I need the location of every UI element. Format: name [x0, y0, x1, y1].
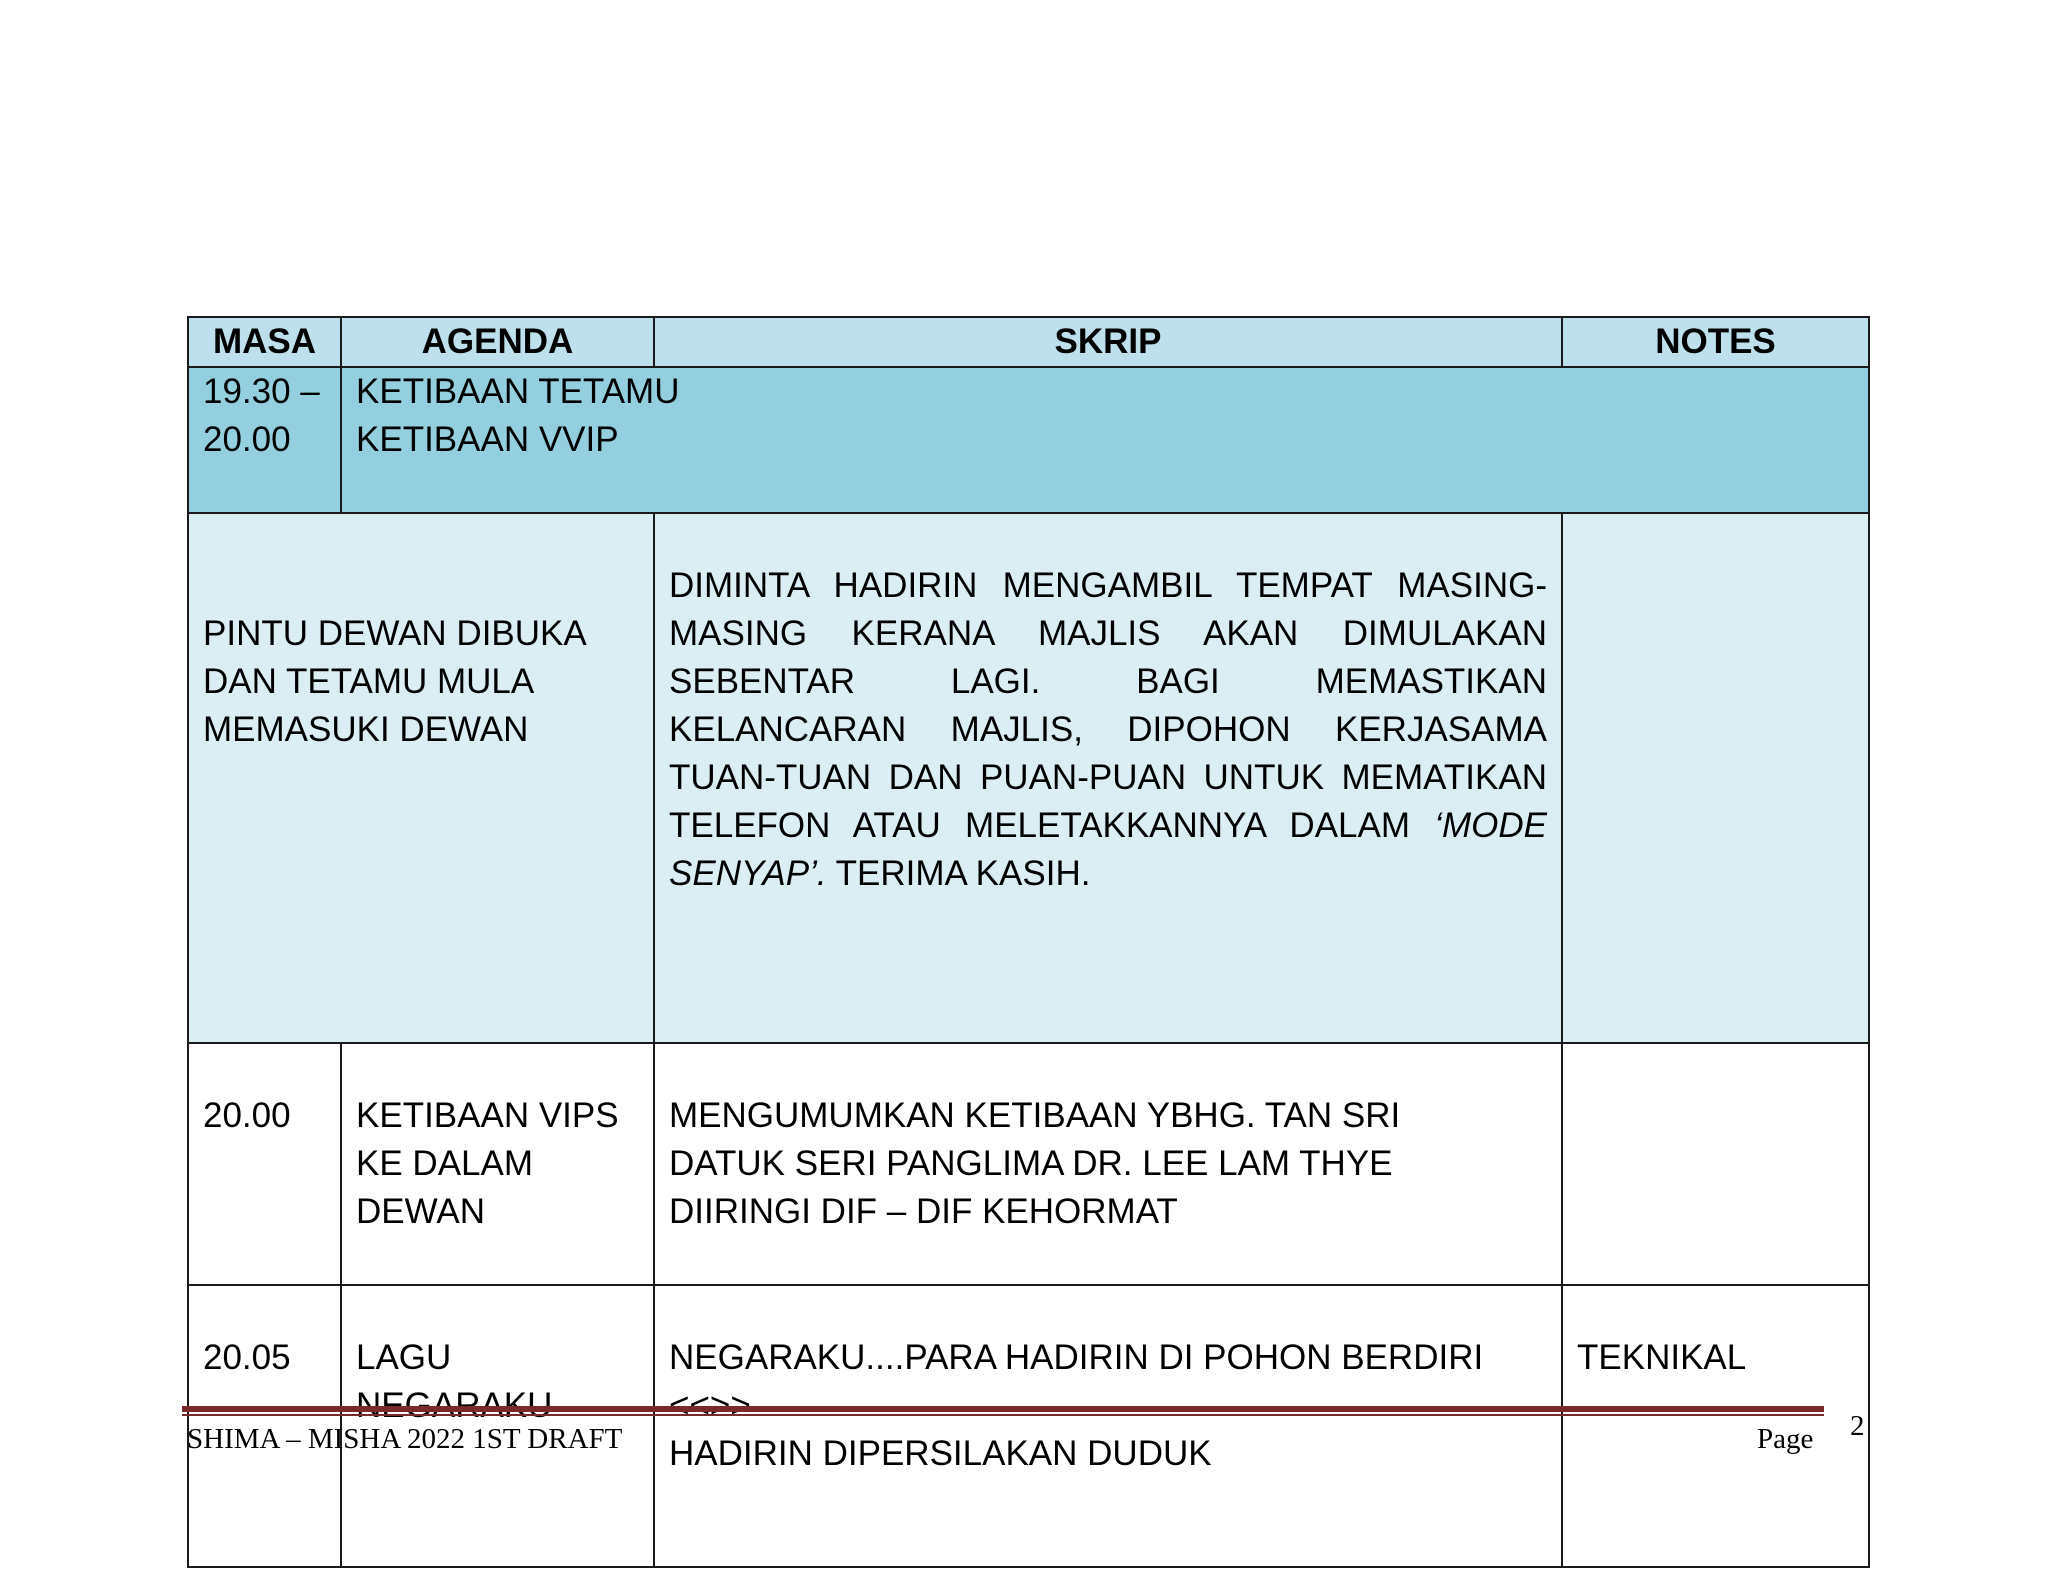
footer-divider: [182, 1406, 1824, 1412]
lagu-skrip-line: HADIRIN DIPERSILAKAN DUDUK: [669, 1434, 1212, 1473]
vips-skrip-line: DIIRINGI DIF – DIF KEHORMAT: [669, 1192, 1178, 1231]
door-skrip-line: SEBENTAR LAGI. BAGI MEMASTIKAN: [669, 662, 1547, 701]
door-agenda-line: MEMASUKI DEWAN: [203, 710, 529, 749]
table-row-vips: [188, 1043, 1869, 1285]
footer-page-label: Page: [1757, 1423, 1814, 1455]
door-notes-cell: [1562, 513, 1869, 1043]
header-agenda: AGENDA: [341, 317, 654, 367]
door-skrip-line-7: [669, 850, 1547, 898]
arrival-agenda-vvip: KETIBAAN VVIP: [356, 420, 619, 459]
program-table: [187, 316, 1870, 1568]
door-skrip-line7-plain: TERIMA KASIH.: [826, 854, 1091, 893]
door-skrip-line: MASING KERANA MAJLIS AKAN DIMULAKAN: [669, 614, 1547, 653]
lagu-agenda-line: LAGU: [356, 1338, 452, 1377]
door-skrip-line7-italic: SENYAP’.: [669, 854, 827, 893]
header-skrip: SKRIP: [654, 317, 1562, 367]
vips-time-cell: 20.00: [188, 1043, 341, 1285]
arrival-time-cell: [188, 367, 341, 513]
door-agenda-line: PINTU DEWAN DIBUKA: [203, 614, 587, 653]
door-skrip-line6-italic: ‘MODE: [1434, 806, 1547, 845]
vips-skrip-line: MENGUMUMKAN KETIBAAN YBHG. TAN SRI: [669, 1096, 1401, 1135]
door-skrip-line: KELANCARAN MAJLIS, DIPOHON KERJASAMA: [669, 710, 1547, 749]
arrival-time-start: 19.30 –: [203, 372, 320, 411]
door-skrip-line: TUAN-TUAN DAN PUAN-PUAN UNTUK MEMATIKAN: [669, 758, 1547, 797]
arrival-agenda-cell: [341, 367, 1869, 513]
vips-skrip-cell: [654, 1043, 1562, 1285]
lagu-time-cell: 20.05: [188, 1285, 341, 1567]
vips-agenda-line: DEWAN: [356, 1192, 485, 1231]
vips-skrip-line: DATUK SERI PANGLIMA DR. LEE LAM THYE: [669, 1144, 1393, 1183]
door-agenda-cell: [188, 513, 654, 1043]
vips-agenda-line: KETIBAAN VIPS: [356, 1096, 619, 1135]
footer-divider-thin: [182, 1414, 1824, 1416]
door-agenda-line: DAN TETAMU MULA: [203, 662, 535, 701]
vips-agenda-cell: [341, 1043, 654, 1285]
table-header-row: [188, 317, 1869, 367]
door-skrip-line: DIMINTA HADIRIN MENGAMBIL TEMPAT MASING-: [669, 566, 1547, 605]
header-notes: NOTES: [1562, 317, 1869, 367]
table-row-arrival: [188, 367, 1869, 513]
door-skrip-line-6: [669, 802, 1547, 850]
arrival-time-end: 20.00: [203, 420, 291, 459]
table-row-door-opening: [188, 513, 1869, 1043]
footer-page-number: 2: [1850, 1410, 1865, 1442]
arrival-agenda-guests: KETIBAAN TETAMU: [356, 372, 680, 411]
header-masa: MASA: [188, 317, 341, 367]
door-skrip-line6-plain: TELEFON ATAU MELETAKKANNYA DALAM: [669, 806, 1435, 845]
lagu-skrip-line: NEGARAKU....PARA HADIRIN DI POHON BERDIRI: [669, 1338, 1484, 1377]
vips-notes-cell: [1562, 1043, 1869, 1285]
footer-document-title: SHIMA – MISHA 2022 1ST DRAFT: [187, 1423, 623, 1455]
lagu-notes-cell: TEKNIKAL: [1562, 1285, 1869, 1567]
lagu-skrip-cell: [654, 1285, 1562, 1567]
vips-agenda-line: KE DALAM: [356, 1144, 533, 1183]
door-skrip-cell: [654, 513, 1562, 1043]
